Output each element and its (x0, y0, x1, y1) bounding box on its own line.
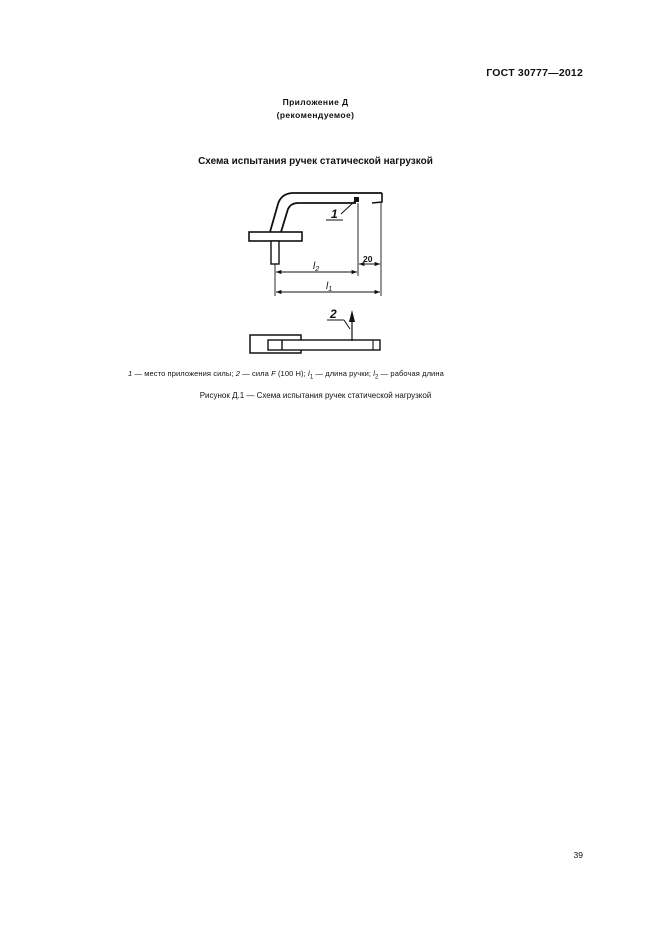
legend-text-4: — длина ручки; (313, 369, 374, 378)
label-force: 2 (330, 307, 337, 321)
legend-text-3: (100 Н); (275, 369, 309, 378)
leader-line-2 (344, 320, 350, 329)
annex-status: (рекомендуемое) (276, 110, 355, 120)
legend-text-2: — сила (240, 369, 272, 378)
legend-l1-sub: 1 (309, 374, 314, 381)
page-number: 39 (573, 850, 583, 860)
top-view-lever (268, 340, 380, 350)
handle-outline-inner (281, 203, 356, 232)
label-point: 1 (331, 207, 338, 221)
figure-caption: Рисунок Д.1 — Схема испытания ручек статической нагрузкой (199, 391, 432, 400)
legend-num-2: 2 (235, 369, 241, 378)
legend-text-5: — рабочая длина (378, 369, 444, 378)
dim-label-l2: $l_2$ (313, 261, 320, 273)
legend-text-1: — место приложения силы; (132, 369, 236, 378)
rosette-plate (249, 232, 302, 241)
legend-l2-sub: 2 (375, 374, 379, 381)
legend-num-1: 1 (128, 369, 133, 378)
legend-force-symbol: F (271, 369, 276, 378)
spindle (271, 241, 279, 264)
handle-test-diagram (230, 178, 400, 368)
handle-end (372, 193, 382, 203)
annex-title: Приложение Д (282, 97, 349, 107)
force-arrow-head (349, 310, 355, 322)
figure-legend (128, 369, 444, 381)
legend-l1-symbol: l (308, 369, 310, 378)
dim-label-l1: $l_1$ (326, 281, 333, 293)
annex-heading (0, 96, 631, 122)
legend-l2-symbol: l (373, 369, 376, 378)
section-title: Схема испытания ручек статической нагрузкой (198, 156, 433, 167)
document-code: ГОСТ 30777—2012 (486, 67, 583, 79)
dim-label-20: 20 (363, 254, 373, 264)
